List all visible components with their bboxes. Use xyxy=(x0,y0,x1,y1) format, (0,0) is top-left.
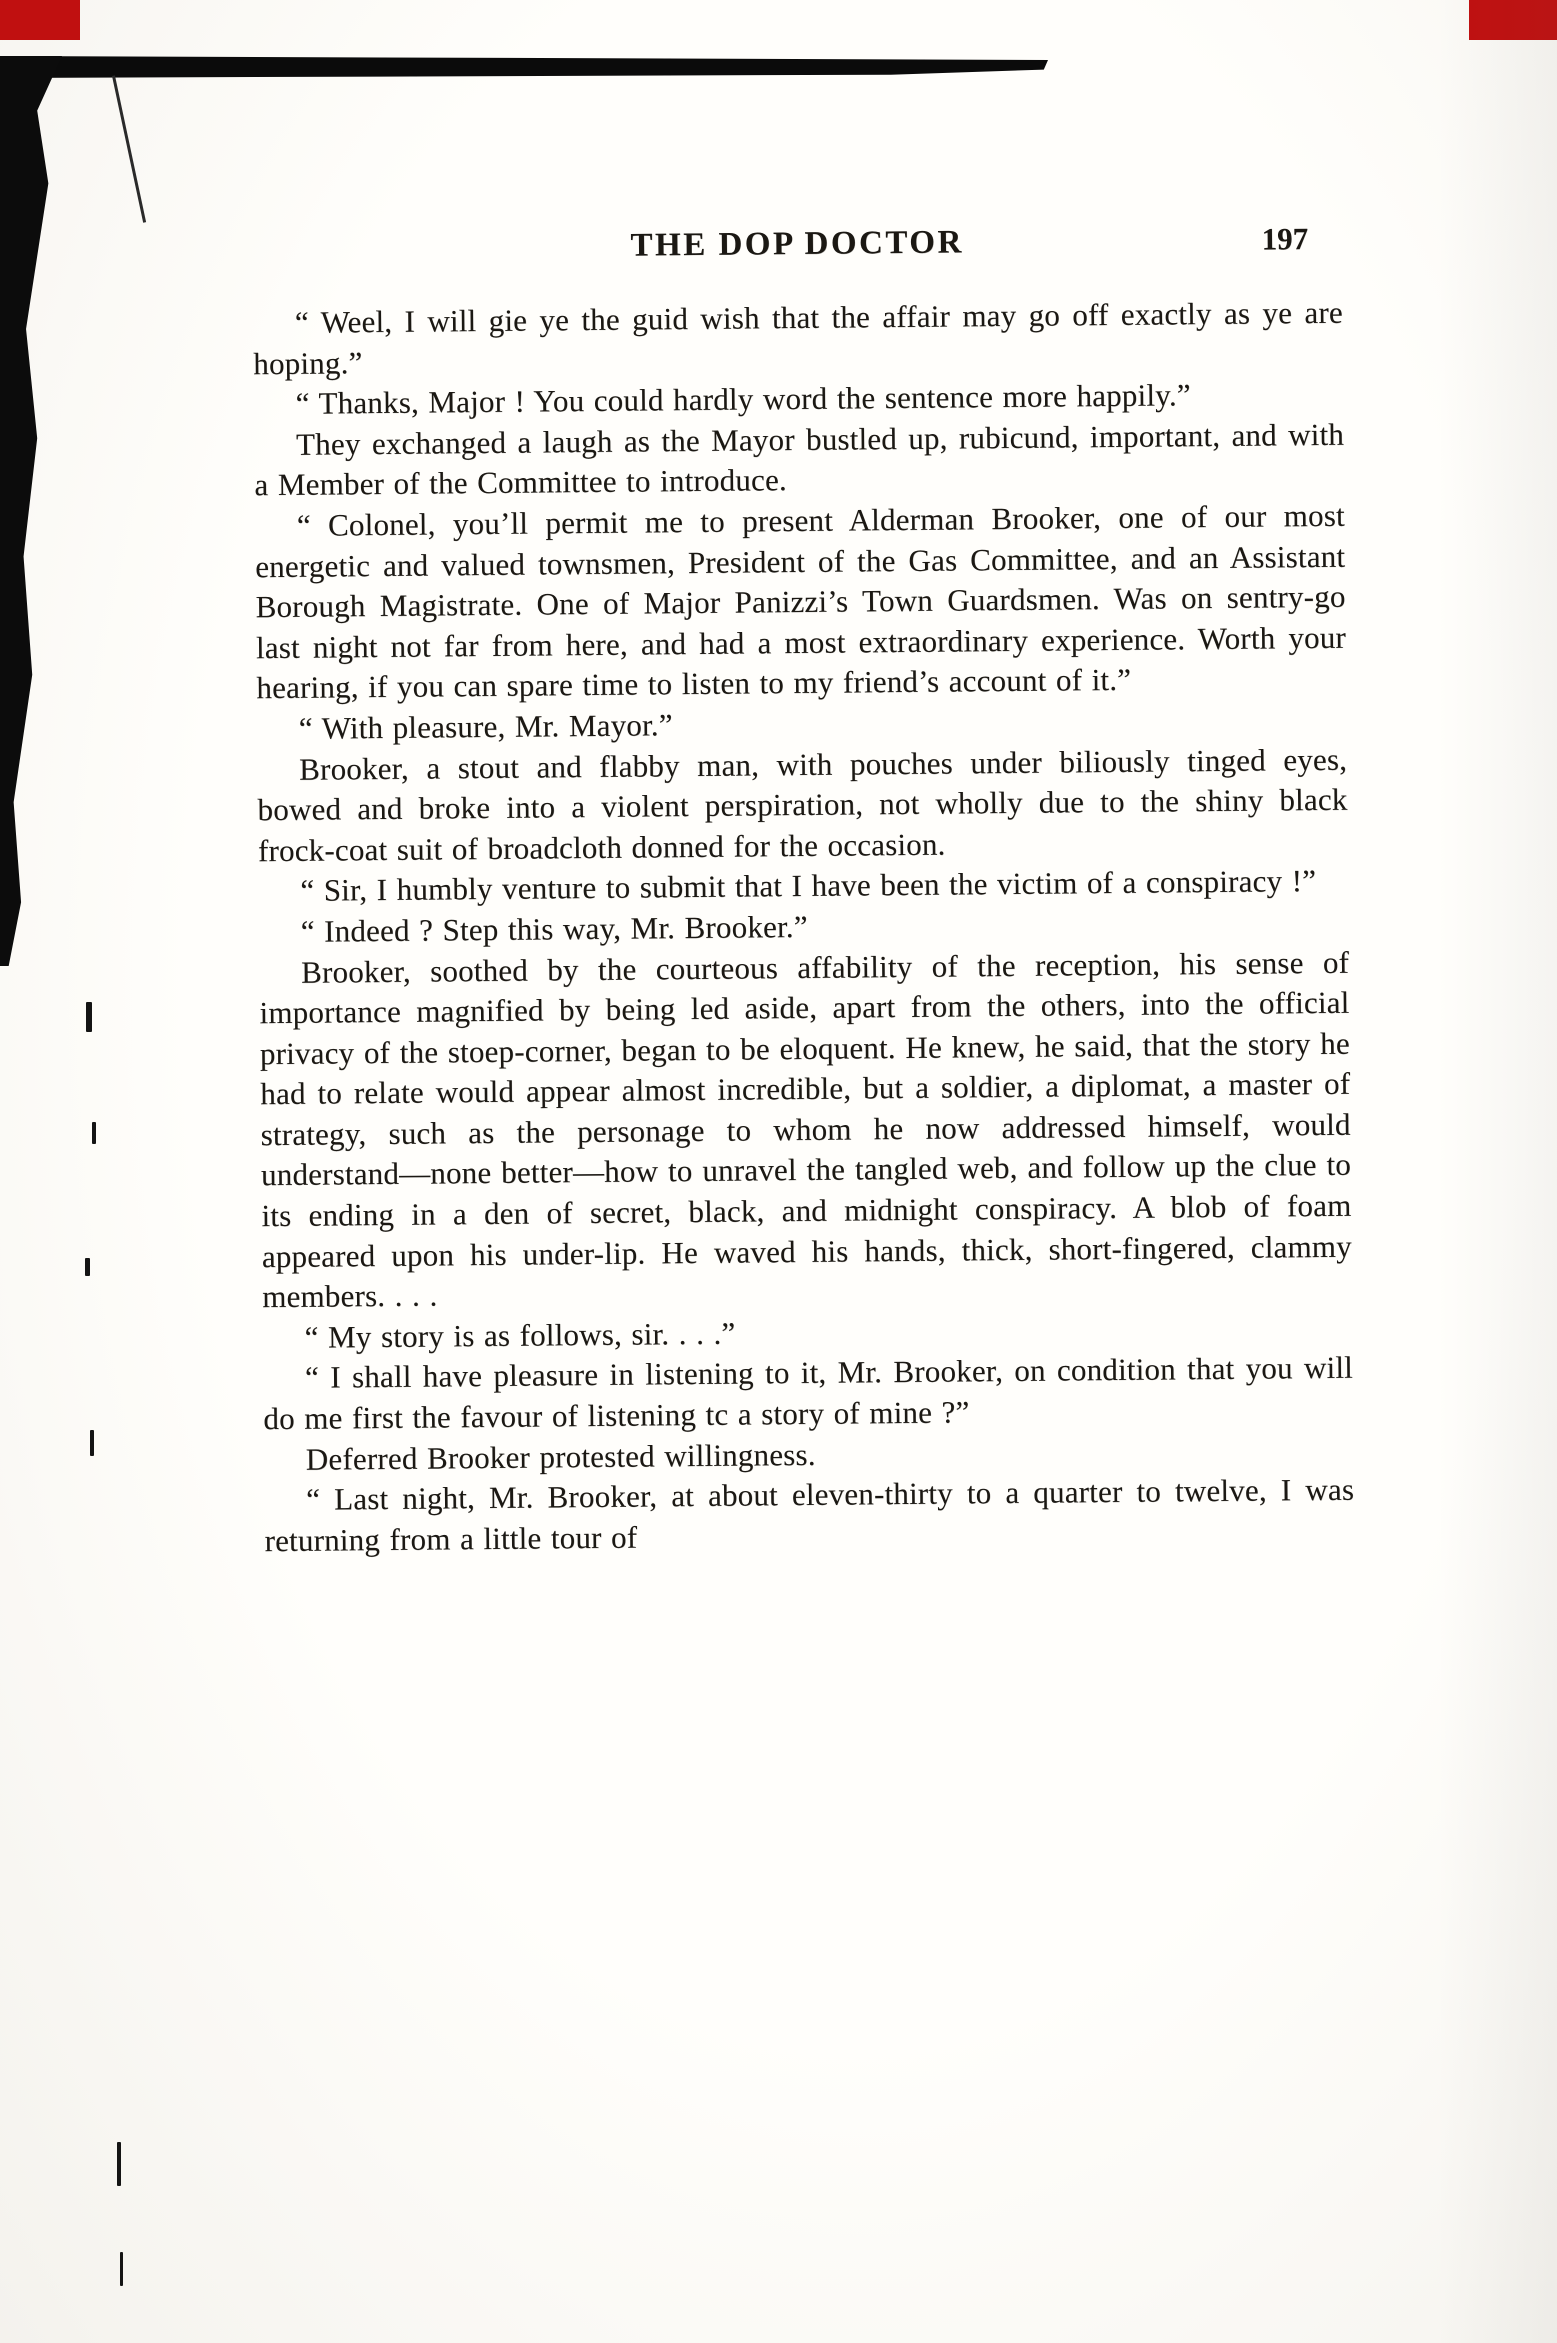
paragraph: They exchanged a laugh as the Mayor bustled up, rubicund, important, and with a Member of the Committee to introduce. xyxy=(254,416,1345,503)
page-number: 197 xyxy=(1261,221,1309,257)
page-text-block xyxy=(252,221,1355,1562)
paragraph: “ My story is as follows, sir. . . .” xyxy=(304,1315,736,1355)
scan-ink-speck xyxy=(85,1258,90,1276)
paragraph: Brooker, soothed by the courteous affability of the reception, his sense of importance magnified by being led aside, apart from the others, into the official privacy of the stoep-corner, began to be eloquent. He knew, he said, that the story he had to relate would appear almost incredible, but a soldier, a diplomat, a master of strategy, such as the personage to whom he now addressed himself, would understand—none better—how to unravel the tangled web, and follow up the clue to its ending in a den of secret, black, and midnight conspiracy. A blob of foam appeared upon his under-lip. He waved his hands, thick, short-fingered, clammy members. . . . xyxy=(259,944,1352,1315)
paragraph: “ Colonel, you’ll permit me to present Alderman Brooker, one of our most energetic and valued townsmen, President of the Gas Committee, and an Assistant Borough Magistrate. One of Major Panizzi’s Town Guardsmen. Was on sentry-go last night not far from here, and had a most extraordinary experience. Worth your hearing, if you can spare time to listen to my friend’s account of it.” xyxy=(255,497,1347,706)
page-title: THE DOP DOCTOR xyxy=(630,224,964,264)
scan-ink-speck xyxy=(92,1122,96,1144)
paragraph: Deferred Brooker protested willingness. xyxy=(305,1436,816,1477)
scan-ink-speck xyxy=(90,1430,94,1456)
scan-ink-speck xyxy=(120,2252,123,2286)
paragraph: “ Indeed ? Step this way, Mr. Brooker.” xyxy=(300,908,808,949)
paragraph: “ Sir, I humbly venture to submit that I have been the victim of a conspiracy !” xyxy=(300,863,1317,909)
scan-ink-speck xyxy=(117,2142,121,2186)
paragraph: “ With pleasure, Mr. Mayor.” xyxy=(298,707,673,746)
paragraph: Brooker, a stout and flabby man, with pouches under biliously tinged eyes, bowed and broke into a violent perspiration, not wholly due to the shiny black frock-coat suit of broadcloth donned for the occasion. xyxy=(257,741,1348,868)
scan-binding-edge xyxy=(0,56,62,966)
running-header xyxy=(252,221,1342,283)
scan-red-strip-right xyxy=(1469,0,1557,40)
paragraph: “ Last night, Mr. Brooker, at about eleven-thirty to a quarter to twelve, I was returning from a little tour of xyxy=(264,1471,1355,1558)
scan-corner-crease xyxy=(112,75,146,222)
paragraph: “ I shall have pleasure in listening to it, Mr. Brooker, on condition that you will do me first the favour of listening tc a story of mine ?” xyxy=(263,1350,1354,1437)
scan-ink-speck xyxy=(86,1002,92,1032)
scan-edge-shade xyxy=(1437,0,1557,2343)
scan-black-band xyxy=(0,56,1048,78)
paragraph: “ Thanks, Major ! You could hardly word the sentence more happily.” xyxy=(295,377,1191,422)
paragraph: “ Weel, I will gie ye the guid wish that the affair may go off exactly as ye are hoping.” xyxy=(253,294,1344,381)
scan-red-strip-left xyxy=(0,0,80,40)
body-text xyxy=(253,293,1355,1562)
